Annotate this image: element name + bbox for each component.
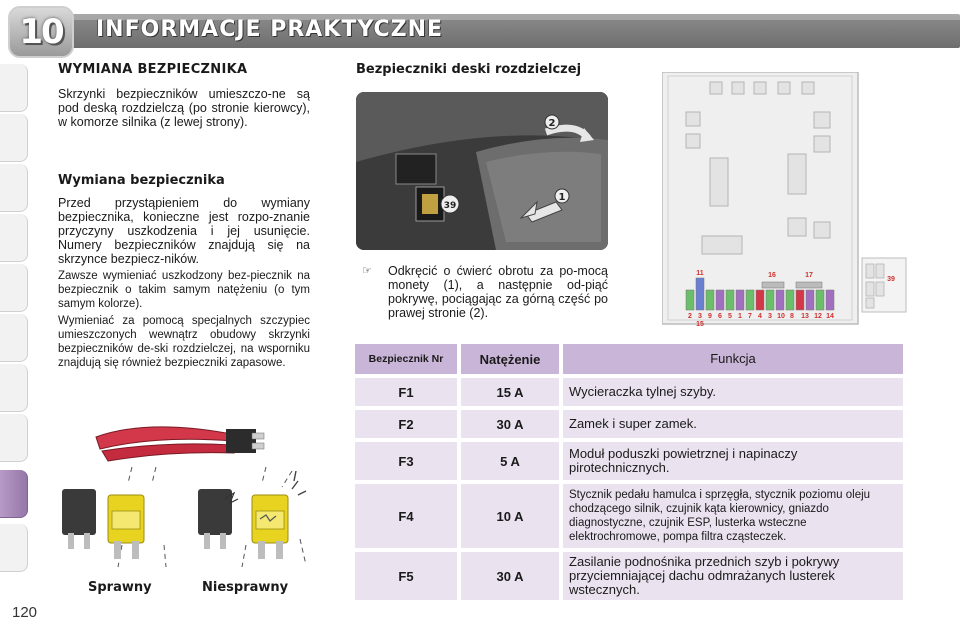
fusebox-diagram <box>662 72 912 328</box>
fuse-label: 15 <box>696 321 704 328</box>
instruction-text: Odkręcić o ćwierć obrotu za po-mocą monety (1), a następnie od-piąć pokrywę, pociągając za górną część po prawej stronie (2). <box>388 264 608 320</box>
fuse-label: 11 <box>696 270 704 277</box>
fuse-amperage: 10 A <box>461 484 559 548</box>
pointing-hand-icon: ☞ <box>362 265 372 277</box>
fuse-function: Zasilanie podnośnika przednich szyb i pokrywy przyciemniającej dachu odmrażanych lusterek wstecznych. <box>563 552 903 600</box>
table-row <box>355 442 903 480</box>
page-header <box>0 0 960 64</box>
chapter-tab[interactable] <box>0 364 28 412</box>
table-header-row <box>355 344 903 374</box>
fuse-label: 1 <box>738 313 742 320</box>
chapter-tab[interactable] <box>0 214 28 262</box>
fuse-label: 3 <box>698 313 702 320</box>
blown-fuse-icon <box>198 471 306 559</box>
fuse-label: 5 <box>728 313 732 320</box>
chapter-tab[interactable] <box>0 414 28 462</box>
chapter-badge <box>8 6 74 58</box>
photo-callout: 39 <box>443 201 457 211</box>
fuse-number: F5 <box>355 552 457 600</box>
instruction-item <box>362 264 608 320</box>
fuse-label: 14 <box>826 313 834 320</box>
column-header: Natężenie <box>461 344 559 374</box>
chapter-tab[interactable] <box>0 164 28 212</box>
fuse-amperage: 5 A <box>461 442 559 480</box>
paragraph: Wymieniać za pomocą specjalnych szczypiec umieszczonych wewnątrz obudowy skrzynki bezpieczników de-ski rozdzielczej, na wsporniku znajdują się również bezpieczniki zapasowe. <box>58 315 310 369</box>
page-number: 120 <box>12 604 38 621</box>
fuse-label: 39 <box>887 276 895 283</box>
chapter-number: 10 <box>19 12 63 52</box>
fuse-good-label: Sprawny <box>88 580 152 595</box>
fuse-amperage: 15 A <box>461 378 559 406</box>
column-header: Funkcja <box>563 344 903 374</box>
paragraph: Zawsze wymieniać uszkodzony bez-piecznik na bezpiecznik o takim samym natężeniu (o tym samym kolorze). <box>58 270 310 310</box>
fuse-table <box>355 344 903 604</box>
fuse-label: 4 <box>758 313 762 320</box>
dashboard-fuses-title: Bezpieczniki deski rozdzielczej <box>356 62 582 77</box>
chapter-tab[interactable] <box>0 114 28 162</box>
table-row <box>355 378 903 406</box>
section-heading: WYMIANA BEZPIECZNIKA <box>58 62 248 77</box>
fuse-number: F1 <box>355 378 457 406</box>
chapter-tab-active[interactable] <box>0 470 28 518</box>
fuse-label: 9 <box>708 313 712 320</box>
fuse-label: 7 <box>748 313 752 320</box>
fuse-label: 13 <box>801 313 809 320</box>
fuse-number: F3 <box>355 442 457 480</box>
fuse-label: 17 <box>805 272 813 279</box>
fuse-illustration <box>56 415 316 580</box>
column-header: Bezpiecznik Nr <box>355 344 457 374</box>
fuse-number: F4 <box>355 484 457 548</box>
paragraph: Przed przystąpieniem do wymiany bezpiecznika, konieczne jest rozpo-znanie przyczyny uszkodzenia i jej usunięcie. Numery bezpieczników znajdują się na skrzynce bezpiecz-ników. <box>58 196 310 266</box>
left-column <box>58 62 310 370</box>
fuse-function: Moduł poduszki powietrznej i napinaczy pirotechnicznych. <box>563 442 903 480</box>
chapter-tab[interactable] <box>0 314 28 362</box>
fuse-function: Stycznik pedału hamulca i sprzęgła, stycznik poziomu oleju chodzącego silnik, czujnik kąta kierownicy, gniazdo diagnostyczne, czujnik ESP, lusterka wsteczne elektrochromowe, pompa filtra cząsteczek. <box>563 484 903 548</box>
table-row <box>355 410 903 438</box>
fuse-label: 16 <box>768 272 776 279</box>
fuse-label: 8 <box>790 313 794 320</box>
dashboard-fusebox-photo <box>356 92 608 250</box>
chapter-tab[interactable] <box>0 524 28 572</box>
good-fuse-icon <box>62 489 144 559</box>
fuse-amperage: 30 A <box>461 552 559 600</box>
table-row <box>355 484 903 548</box>
fuse-blown-label: Niesprawny <box>202 580 289 595</box>
chapter-tab[interactable] <box>0 264 28 312</box>
fuse-label: 6 <box>718 313 722 320</box>
page-title: INFORMACJE PRAKTYCZNE <box>96 17 444 42</box>
fuse-label: 2 <box>688 313 692 320</box>
table-row <box>355 552 903 600</box>
photo-callout: 2 <box>548 118 556 129</box>
fuse-label: 3 <box>768 313 772 320</box>
intro-paragraph: Skrzynki bezpieczników umieszczo-ne są pod deską rozdzielczą (po stronie kierowcy), w komorze silnika (z lewej strony). <box>58 87 310 129</box>
subsection-heading: Wymiana bezpiecznika <box>58 173 225 188</box>
fuse-label: 12 <box>814 313 822 320</box>
fuse-pliers-icon <box>96 427 264 461</box>
fuse-function: Zamek i super zamek. <box>563 410 903 438</box>
chapter-tab[interactable] <box>0 64 28 112</box>
fuse-number: F2 <box>355 410 457 438</box>
fuse-function: Wycieraczka tylnej szyby. <box>563 378 903 406</box>
chapter-tabs <box>0 64 32 584</box>
fuse-amperage: 30 A <box>461 410 559 438</box>
photo-callout: 1 <box>558 192 566 203</box>
fuse-label: 10 <box>777 313 785 320</box>
